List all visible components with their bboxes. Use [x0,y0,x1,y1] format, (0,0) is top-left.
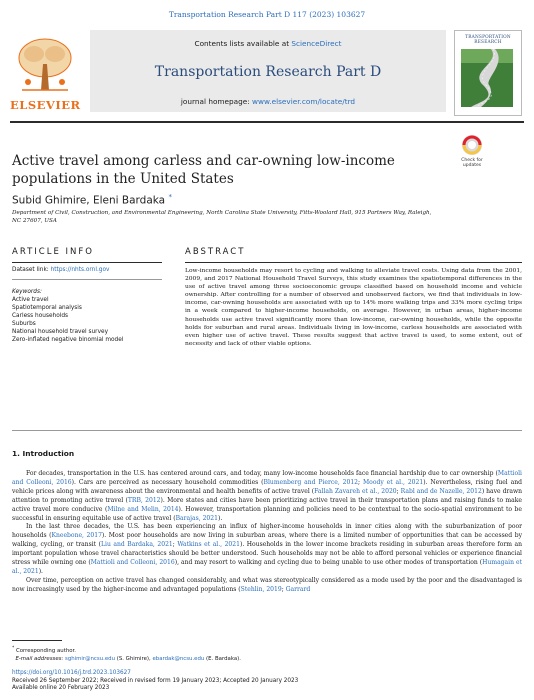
citation-link[interactable]: Fallah Zavareh et al., 2020 [314,487,397,495]
citation-link[interactable]: Moody et al., 2021 [362,478,424,486]
article-info-panel [12,266,162,344]
section-heading-introduction: 1. Introduction [12,449,75,458]
citation-link[interactable]: Stehlin, 2019 [240,585,282,593]
citation-link[interactable]: Blumenberg and Pierce, 2012 [263,478,359,486]
received-dates: Received 26 September 2022; Received in revised form 19 January 2023; Accepted 20 January 2023 [12,677,299,684]
keyword-item: Active travel [12,297,49,303]
keyword-item: Suburbs [12,321,36,327]
article-title: Active travel among carless and car-owning low-income populations in the United States [12,153,395,187]
contents-line [90,39,446,48]
keyword-item: National household travel survey [12,329,108,335]
affiliation: Department of Civil, Construction, and Environmental Engineering, North Carolina State University, Fitts-Woolard Hall, 915 Partners Way, Raleigh, NC 27607, USA [12,210,432,224]
keyword-item: Spatiotemporal analysis [12,305,82,311]
citation-link[interactable]: Watkins et al., 2021 [177,541,240,549]
abstract-text: Low-income households may resort to cycling and walking to alleviate travel costs. Using data from the 2001, 2009, and 2017 National Household Travel Surveys, this study examines the spatiotemporal differences in the use of active travel among three socioeconomic groups classified based on household income and vehicle ownership. After controlling for a number of observed and unobserved factors, we find that individuals in low-income, car-owning households are associated with up to 14% more walking trips and 33% more cycling trips in a week compared to higher-income households, on average. However, in urban areas, higher-income households use active travel significantly more than low-income, car-owning households, while the opposite holds for suburban and rural areas. Individuals living in low-income, carless households are associated with even higher use of active travel. These results suggest that active travel is used, to some extent, out of necessity and lack of other viable options. [185,267,522,347]
author-list [12,193,172,207]
keyword-item: Zero-inflated negative binomial model [12,337,124,343]
homepage-line [90,97,446,106]
corresponding-author-mark[interactable]: * [168,193,172,201]
intro-paragraph: For decades, transportation in the U.S. has centered around cars, and today, many low-income households face financial hardship due to car ownership (Mattioli and Colleoni, 2016). Cars are perceived as necessary household commodities (Blumenberg and Pierce, 2012; Moody et al., 2021). Nevertheless, rising fuel and vehicle prices along with awareness about the environmental and health benefits of active travel (Fallah Zavareh et al., 2020; Rabl and de Nazelle, 2012) have drawn attention to promoting active travel (TRB, 2012). More states and cities have been prioritizing active travel in their transportation plans and raising funds to make active travel more conducive (Milne and Melin, 2014). However, transportation planning and policies need to be contextual to the socio-spatial environment to be successful in ensuring equitable use of active travel (Barajas, 2021). [12,470,523,522]
citation-link[interactable]: Milne and Melin, 2014 [107,505,179,513]
dataset-rule [12,279,162,280]
citation-link[interactable]: Mattioli and Colleoni, 2016 [90,559,175,567]
journal-reference[interactable]: Transportation Research Part D 117 (2023) 103627 [168,10,366,19]
email-label: E-mail addresses: [15,655,64,662]
citation-link[interactable]: Kneebone, 2017 [51,532,102,540]
citation-link[interactable]: Humagain et al., 2021 [12,559,523,575]
cover-road-image [461,49,513,107]
intro-paragraph: In the last three decades, the U.S. has been experiencing an influx of higher-income households in inner cities along with the suburbanization of poor households (Kneebone, 2017). Most poor households are now living in suburban areas, where there is a limited number of opportunities that can be accessed by walking, cycling, or transit (Liu and Bardaka, 2021; Watkins et al., 2021). Households in the lower income brackets residing in suburban areas therefore form an important population whose travel characteristics should be better understood. Such households may not be able to afford personal vehicles or experience financial stress while owning one (Mattioli and Colleoni, 2016), and may resort to walking and cycling due to being unable to use other modes of transportation (Humagain et al., 2021). [12,523,523,575]
sciencedirect-link[interactable]: ScienceDirect [291,39,342,48]
keywords-label: Keywords: [12,289,42,295]
keyword-item: Carless households [12,313,69,319]
introduction-body [12,470,522,595]
footnote-rule [12,640,62,641]
cover-title-line2: RESEARCH [474,40,502,45]
citation-link[interactable]: Barajas, 2021 [175,514,218,522]
journal-banner [10,30,524,120]
elsevier-logo[interactable] [10,34,80,114]
contents-prefix: Contents lists available at [194,39,292,48]
check-updates-line1: Check for [461,158,483,163]
header-rule [10,121,524,123]
article-history [12,670,522,693]
article-info-rule [12,262,162,263]
journal-title: Transportation Research Part D [154,64,382,80]
dataset-line [12,266,162,274]
journal-header-box [90,30,446,112]
cover-title-line1: TRANSPORTATION [465,35,511,40]
footnote-mark: * [12,646,15,651]
homepage-prefix: journal homepage: [180,97,253,106]
author-names: Subid Ghimire, Eleni Bardaka [12,194,166,207]
doi-link[interactable]: https://doi.org/10.1016/j.trd.2023.103627 [12,670,131,676]
intro-paragraph: Over time, perception on active travel has changed considerably, and what was stereotypically considered as a mode used by the poor and the disadvantaged is now increasingly used by the higher-income and advantaged populations (Stehlin, 2019; Garrard [12,576,522,593]
citation-link[interactable]: Garrard [285,585,311,593]
citation-link[interactable]: Mattioli and Colleoni, 2016 [12,470,522,486]
citation-link[interactable]: Rabl and de Nazelle, 2012 [400,487,482,495]
article-info-heading: ARTICLE INFO [12,247,94,257]
check-for-updates-icon[interactable] [458,134,486,168]
email-link[interactable]: ebardak@ncsu.edu [152,655,205,662]
footnote [12,645,522,663]
publisher-name: ELSEVIER [10,98,81,112]
available-online: Available online 20 February 2023 [12,685,110,691]
corresponding-label: Corresponding author. [15,647,76,654]
abstract-rule [185,262,522,263]
check-updates-line2: updates [462,163,482,168]
cover-title [455,35,521,45]
journal-cover-thumbnail[interactable] [454,30,522,116]
email-line: E-mail addresses: sghimir@ncsu.edu (S. Ghimire), ebardak@ncsu.edu (E. Bardaka). [15,655,241,662]
citation-link[interactable]: TRB, 2012 [127,496,161,504]
abstract-bottom-rule [12,430,522,431]
elsevier-tree-icon [14,34,76,96]
homepage-link[interactable]: www.elsevier.com/locate/trd [252,97,356,106]
corresponding-author-note [12,645,522,655]
dataset-link[interactable]: https://nhts.ornl.gov [50,267,110,273]
citation-link[interactable]: Liu and Bardaka, 2021 [101,541,173,549]
email-link[interactable]: sghimir@ncsu.edu [65,655,115,662]
dataset-prefix: Dataset link: [12,267,51,273]
abstract-heading: ABSTRACT [185,247,246,257]
